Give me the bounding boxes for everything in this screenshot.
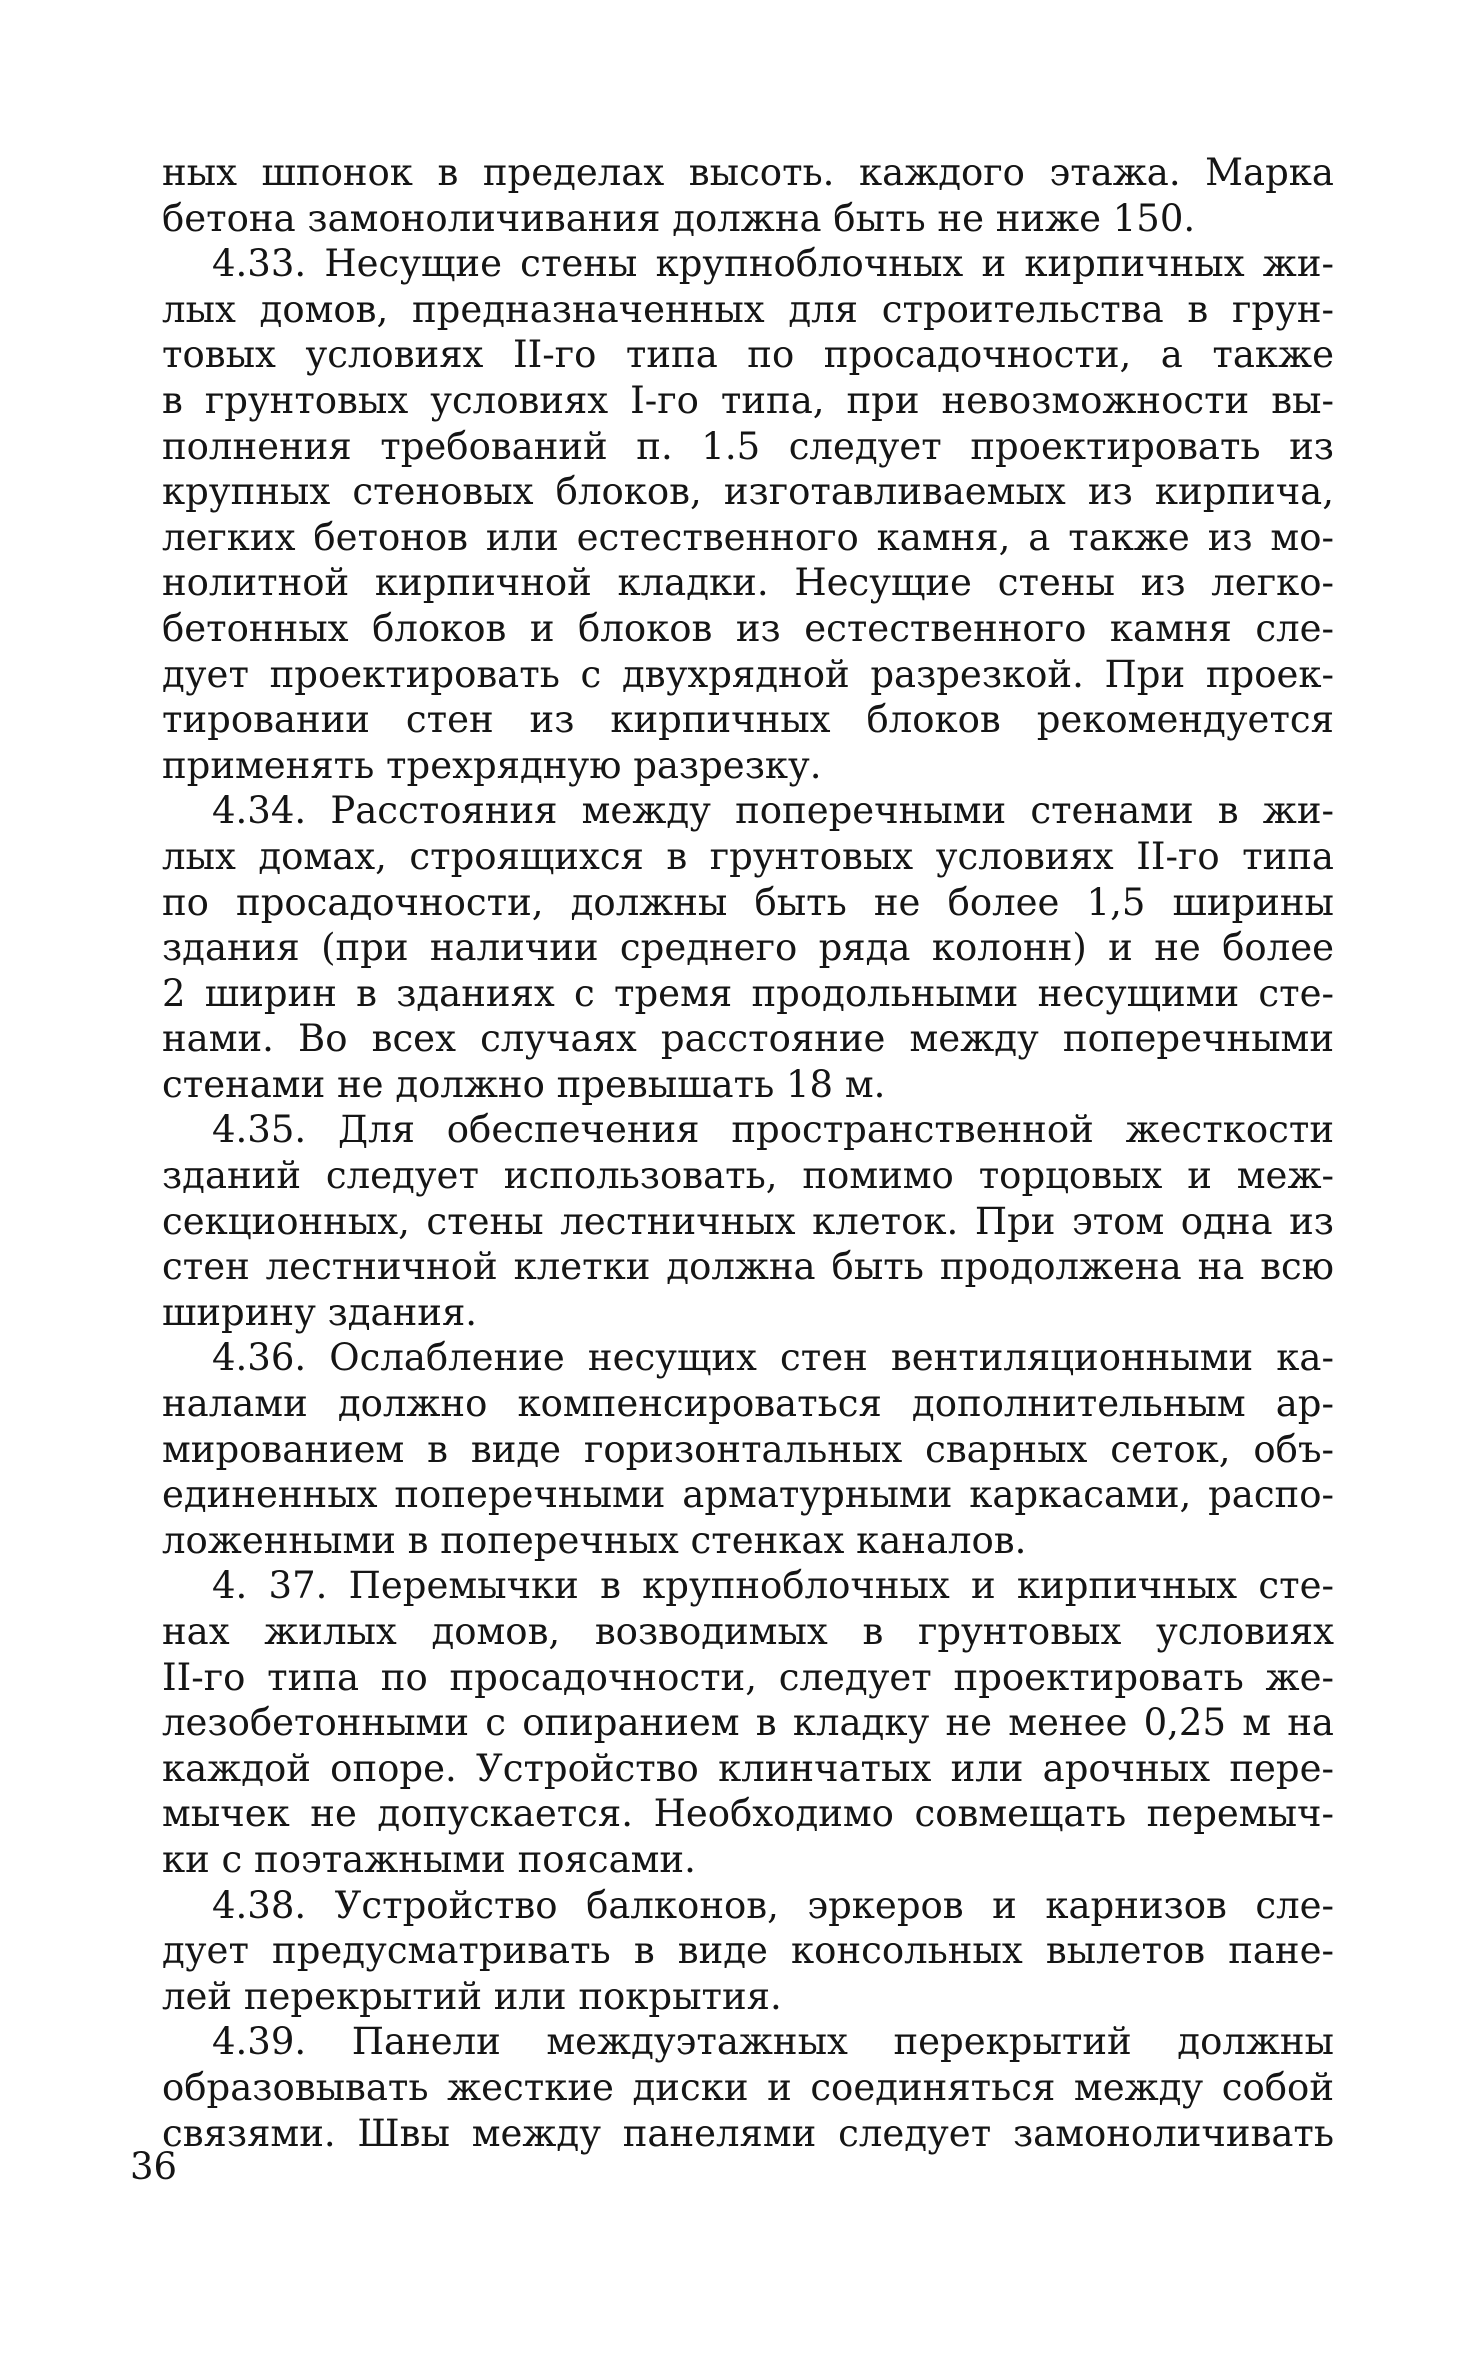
text-line: ширину здания. bbox=[162, 1290, 478, 1334]
text-line: лезобетонными с опиранием в кладку не менее 0,25 м на bbox=[162, 1701, 1334, 1745]
text-line: 2 ширин в зданиях с тремя продольными несущими сте- bbox=[162, 971, 1334, 1015]
text-line: лых домах, строящихся в грунтовых условиях II-го типа bbox=[162, 834, 1334, 878]
paragraph-start-4-35: 4.35. Для обеспечения пространственной жесткости bbox=[212, 1108, 1334, 1152]
text-line: каждой опоре. Устройство клинчатых или арочных пере- bbox=[162, 1746, 1334, 1790]
text-line: тировании стен из кирпичных блоков рекомендуется bbox=[162, 698, 1334, 742]
text-line: бетона замоноличивания должна быть не ниже 150. bbox=[162, 196, 1196, 240]
text-line: полнения требований п. 1.5 следует проектировать из bbox=[162, 424, 1334, 468]
text-line: нолитной кирпичной кладки. Несущие стены из легко- bbox=[162, 561, 1334, 605]
body-text bbox=[162, 150, 1334, 2156]
text-line: связями. Швы между панелями следует замоноличивать bbox=[162, 2111, 1334, 2155]
text-line: ки с поэтажными поясами. bbox=[162, 1837, 696, 1881]
text-line: ложенными в поперечных стенках каналов. bbox=[162, 1518, 1027, 1562]
paragraph-start-4-38: 4.38. Устройство балконов, эркеров и карнизов сле- bbox=[212, 1883, 1334, 1927]
text-line: секционных, стены лестничных клеток. При этом одна из bbox=[162, 1199, 1334, 1243]
text-line: товых условиях II-го типа по просадочности, а также bbox=[162, 333, 1334, 377]
text-line: стен лестничной клетки должна быть продолжена на всю bbox=[162, 1245, 1334, 1289]
text-line: дует проектировать с двухрядной разрезкой. При проек- bbox=[162, 652, 1334, 696]
text-line: в грунтовых условиях I-го типа, при невозможности вы- bbox=[162, 378, 1334, 422]
page-number: 36 bbox=[130, 2145, 178, 2188]
text-line: по просадочности, должны быть не более 1,5 ширины bbox=[162, 880, 1334, 924]
text-line: применять трехрядную разрезку. bbox=[162, 743, 822, 787]
text-line: лых домов, предназначенных для строительства в грун- bbox=[162, 287, 1334, 331]
text-line: единенных поперечными арматурными каркасами, распо- bbox=[162, 1473, 1334, 1517]
text-line: крупных стеновых блоков, изготавливаемых из кирпича, bbox=[162, 470, 1334, 514]
text-line: стенами не должно превышать 18 м. bbox=[162, 1062, 886, 1106]
paragraph-start-4-34: 4.34. Расстояния между поперечными стенами в жи- bbox=[212, 789, 1334, 833]
text-line: ных шпонок в пределах высоть. каждого этажа. Марка bbox=[162, 151, 1334, 194]
paragraph-start-4-36: 4.36. Ослабление несущих стен вентиляционными ка- bbox=[212, 1336, 1334, 1380]
text-line: образовывать жесткие диски и соединяться между собой bbox=[162, 2065, 1334, 2109]
text-line: мированием в виде горизонтальных сварных сеток, объ- bbox=[162, 1427, 1334, 1471]
text-line: нами. Во всех случаях расстояние между поперечными bbox=[162, 1017, 1334, 1061]
text-line: мычек не допускается. Необходимо совмещать перемыч- bbox=[162, 1792, 1334, 1836]
text-line: здания (при наличии среднего ряда колонн) и не более bbox=[162, 926, 1334, 970]
paragraph-start-4-39: 4.39. Панели междуэтажных перекрытий должны bbox=[212, 2020, 1334, 2064]
text-line: дует предусматривать в виде консольных вылетов пане- bbox=[162, 1929, 1334, 1973]
text-line: лей перекрытий или покрытия. bbox=[162, 1974, 782, 2018]
paragraph-start-4-37: 4. 37. Перемычки в крупноблочных и кирпичных сте- bbox=[212, 1564, 1334, 1608]
paragraph-start-4-33: 4.33. Несущие стены крупноблочных и кирпичных жи- bbox=[212, 242, 1334, 286]
text-line: налами должно компенсироваться дополнительным ар- bbox=[162, 1382, 1334, 1426]
text-line: легких бетонов или естественного камня, а также из мо- bbox=[162, 515, 1334, 559]
text-line: II-го типа по просадочности, следует проектировать же- bbox=[162, 1655, 1334, 1699]
text-line: нах жилых домов, возводимых в грунтовых условиях bbox=[162, 1610, 1334, 1653]
text-line: зданий следует использовать, помимо торцовых и меж- bbox=[162, 1154, 1334, 1198]
text-line: бетонных блоков и блоков из естественного камня сле- bbox=[162, 606, 1334, 650]
